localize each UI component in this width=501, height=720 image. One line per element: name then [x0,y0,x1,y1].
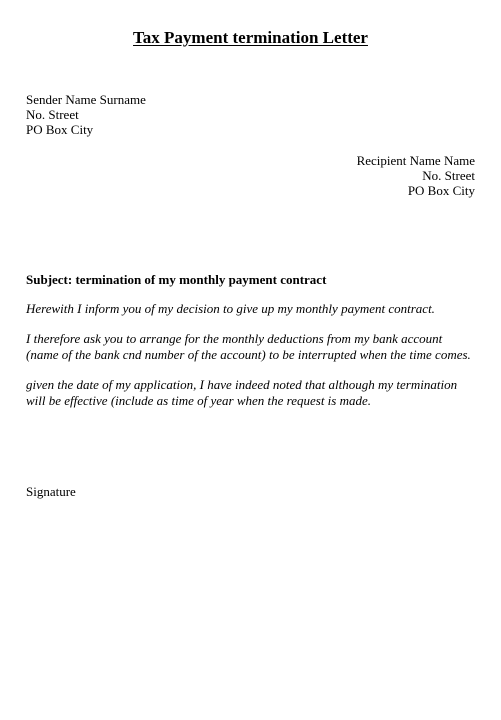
paragraph-line: will be effective (include as time of year when the request is made. [26,393,372,408]
paragraph-decision [26,301,486,317]
paragraph-line: given the date of my application, I have indeed noted that although my termination [26,377,458,392]
paragraph-request [26,331,486,363]
sender-name: Sender Name Surname [26,92,146,107]
sender-city: PO Box City [26,122,94,137]
paragraph-line: Herewith I inform you of my decision to give up my monthly payment contract. [26,301,435,316]
recipient-city: PO Box City [407,183,475,198]
paragraph-effective-date [26,377,486,409]
letter-title: Tax Payment termination Letter [133,28,368,47]
recipient-street: No. Street [422,168,475,183]
paragraph-line: (name of the bank cnd number of the account) to be interrupted when the time comes. [26,347,471,362]
sender-address [26,92,146,137]
recipient-name: Recipient Name Name [356,153,475,168]
sender-street: No. Street [26,107,79,122]
recipient-address [357,153,475,198]
subject-line: Subject: termination of my monthly payment contract [26,272,327,287]
paragraph-line: I therefore ask you to arrange for the monthly deductions from my bank account [26,331,443,346]
signature-label: Signature [26,484,76,499]
